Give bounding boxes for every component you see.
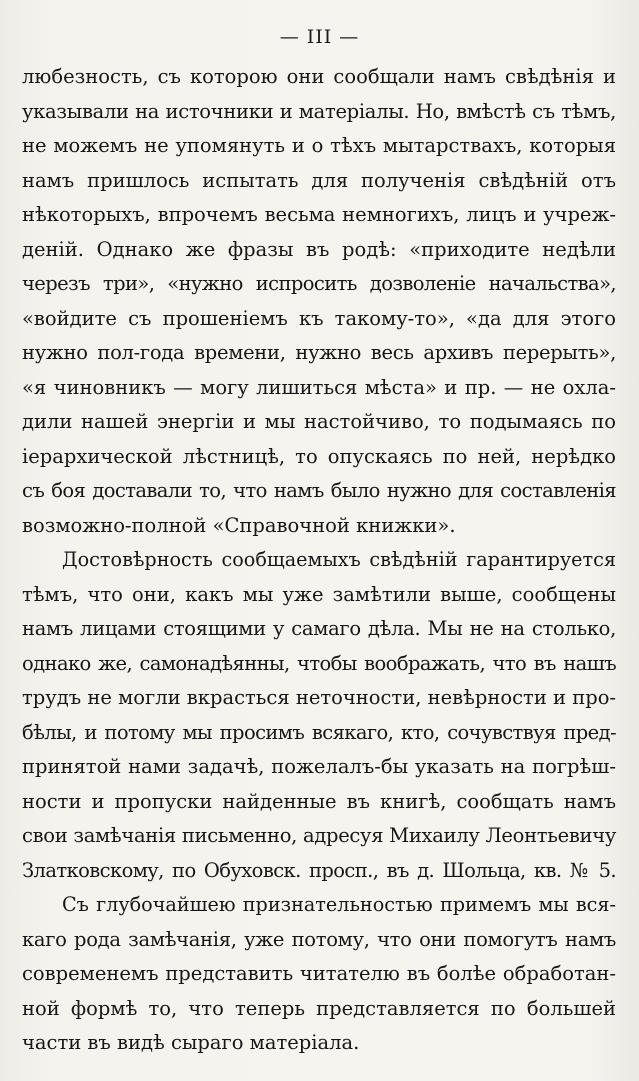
text-line: намъ пришлось испытать для полученія свѣдѣній отъ bbox=[22, 168, 616, 192]
text-line: трудъ не могли вкрасться неточности, невѣрности и про- bbox=[22, 686, 617, 709]
text-line: бѣлы, и потому мы просимъ всякаго, кто, сочувствуя пред- bbox=[22, 720, 616, 744]
paragraph-start: Съ глубочайшею признательностью примемъ мы вся- bbox=[62, 893, 616, 916]
text-line: однако же, самонадѣянны, чтобы воображать, что въ нашъ bbox=[22, 651, 616, 675]
text-line: черезъ три», «нужно испросить дозволеніе начальства», bbox=[22, 272, 616, 295]
text-line: деній. Однако же фразы въ родѣ: «приходите недѣли bbox=[22, 237, 616, 261]
text-line: любезность, съ которою они сообщали намъ свѣдѣнія и bbox=[22, 65, 616, 88]
text-line: каго рода замѣчанія, уже потому, что они помогутъ намъ bbox=[22, 927, 616, 951]
page-number: — III — bbox=[279, 26, 360, 48]
text-line: іерархической лѣстницѣ, то опускаясь по ней, нерѣдко bbox=[22, 444, 616, 468]
text-line: Златковскому, по Обуховск. просп., въ д. Шольца, кв. № 5. bbox=[22, 858, 616, 882]
text-line: свои замѣчанія письменно, адресуя Михаилу Леонтьевичу bbox=[22, 824, 616, 847]
text-line: «войдите съ прошеніемъ къ такому-то», «да для этого bbox=[22, 306, 616, 330]
text-line: съ боя доставали то, что намъ было нужно для составленія bbox=[22, 479, 616, 502]
text-line: «я чиновникъ — могу лишиться мѣста» и пр. — не охла- bbox=[22, 375, 616, 399]
text-line: нѣкоторыхъ, впрочемъ весьма немногихъ, лицъ и учреж- bbox=[22, 203, 616, 226]
text-line: возможно-полной «Справочной книжки». bbox=[22, 513, 456, 537]
text-line: ной формѣ то, что теперь представляется по большей bbox=[22, 996, 616, 1020]
text-line: намъ лицами стоящими у самаго дѣла. Мы не на столько, bbox=[22, 617, 616, 640]
text-line: нужно пол-года времени, нужно весь архивъ перерыть», bbox=[22, 341, 616, 364]
text-line: дили нашей энергіи и мы настойчиво, то подымаясь по bbox=[22, 410, 616, 433]
text-line: ности и пропуски найденные въ книгѣ, сообщать намъ bbox=[22, 789, 616, 813]
paragraph-start: Достовѣрность сообщаемыхъ свѣдѣній гарантируется bbox=[62, 548, 616, 571]
text-line: тѣмъ, что они, какъ мы уже замѣтили выше, сообщены bbox=[22, 582, 616, 606]
text-line: современемъ представить читателю въ болѣе обработан- bbox=[22, 962, 616, 985]
text-line: указывали на источники и матеріалы. Но, вмѣстѣ съ тѣмъ, bbox=[22, 99, 616, 123]
text-line: части въ видѣ сыраго матеріала. bbox=[22, 1031, 360, 1054]
text-line: принятой нами задачѣ, пожелалъ-бы указать на погрѣш- bbox=[22, 755, 616, 778]
text-line: не можемъ не упомянуть и о тѣхъ мытарствахъ, которыя bbox=[22, 134, 616, 157]
body-text bbox=[22, 60, 616, 1061]
